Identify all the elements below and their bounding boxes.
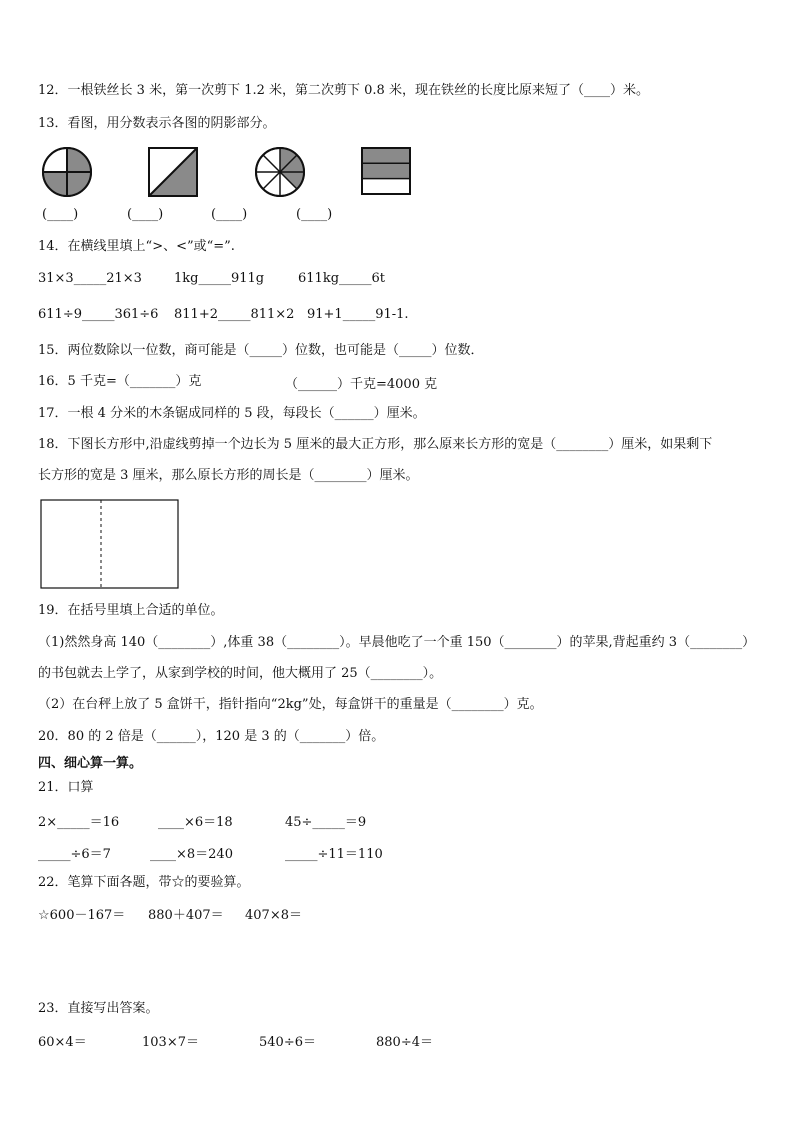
compare-item: 811+2_____811×2 — [174, 307, 295, 322]
fraction-answer-2[interactable]: (____) — [127, 207, 164, 222]
question-14: 14．在横线里填上“>、<”或“=”. — [38, 239, 235, 254]
fraction-answer-4[interactable]: (____) — [296, 207, 333, 222]
question-16b: （______）千克=4000 克 — [285, 377, 438, 392]
question-19-part1-line2: 的书包就去上学了，从家到学校的时间，他大概用了 25（________）。 — [38, 666, 443, 681]
compare-item: 611÷9_____361÷6 — [38, 307, 159, 322]
question-16a: 16．5 千克=（_______）克 — [38, 374, 202, 389]
rectangle-dashed-figure — [40, 499, 180, 590]
circle-quarters-figure — [41, 146, 93, 198]
question-18-line2: 长方形的宽是 3 厘米，那么原长方形的周长是（________）厘米。 — [38, 468, 419, 483]
direct-answer-item: 540÷6＝ — [259, 1035, 316, 1050]
direct-answer-item: 103×7＝ — [142, 1035, 199, 1050]
question-19-part1-line1: （1)然然身高 140（________）,体重 38（________）。早晨他吃了一个重 150（________）的苹果,背起重约 3（________） — [38, 635, 756, 650]
mental-math-item: _____÷6＝7 — [38, 847, 111, 862]
circle-eighths-figure — [254, 146, 306, 198]
section-4-heading: 四、细心算一算。 — [38, 756, 143, 771]
rectangle-strips-figure — [360, 146, 412, 196]
mental-math-item: 45÷_____＝9 — [285, 815, 367, 830]
question-19: 19．在括号里填上合适的单位。 — [38, 603, 224, 618]
question-15: 15．两位数除以一位数，商可能是（_____）位数，也可能是（_____）位数． — [38, 343, 484, 358]
question-18-line1: 18．下图长方形中,沿虚线剪掉一个边长为 5 厘米的最大正方形，那么原来长方形的宽是（________）厘米，如果剩下 — [38, 437, 713, 452]
question-12: 12．一根铁丝长 3 米，第一次剪下 1.2 米，第二次剪下 0.8 米，现在铁丝的长度比原来短了（____）米。 — [38, 83, 649, 98]
direct-answer-item: 880÷4＝ — [376, 1035, 433, 1050]
written-calc-item: ☆600－167＝ — [38, 908, 126, 923]
question-20: 20．80 的 2 倍是（______），120 是 3 的（_______）倍。 — [38, 729, 385, 744]
compare-item: 91+1_____91-1. — [307, 307, 409, 322]
question-22: 22．笔算下面各题，带☆的要验算。 — [38, 875, 250, 890]
question-19-part2: （2）在台秤上放了 5 盒饼干，指针指向“2kg”处，每盒饼干的重量是（________）克。 — [38, 697, 543, 712]
fraction-answer-3[interactable]: (____) — [211, 207, 248, 222]
compare-item: 31×3_____21×3 — [38, 271, 142, 286]
direct-answer-item: 60×4＝ — [38, 1035, 87, 1050]
mental-math-item: _____÷11＝110 — [285, 847, 383, 862]
question-13: 13．看图，用分数表示各图的阴影部分。 — [38, 116, 276, 131]
question-17: 17．一根 4 分米的木条锯成同样的 5 段，每段长（______）厘米。 — [38, 406, 426, 421]
written-calc-item: 407×8＝ — [245, 908, 302, 923]
question-21: 21．口算 — [38, 780, 94, 795]
compare-item: 611kg_____6t — [298, 271, 386, 286]
mental-math-item: ____×8＝240 — [150, 847, 233, 862]
mental-math-item: 2×_____＝16 — [38, 815, 120, 830]
mental-math-item: ____×6＝18 — [158, 815, 233, 830]
question-23: 23．直接写出答案。 — [38, 1001, 159, 1016]
written-calc-item: 880＋407＝ — [148, 908, 224, 923]
fraction-answer-1[interactable]: (____) — [42, 207, 79, 222]
square-half-figure — [147, 146, 199, 198]
compare-item: 1kg_____911g — [174, 271, 265, 286]
